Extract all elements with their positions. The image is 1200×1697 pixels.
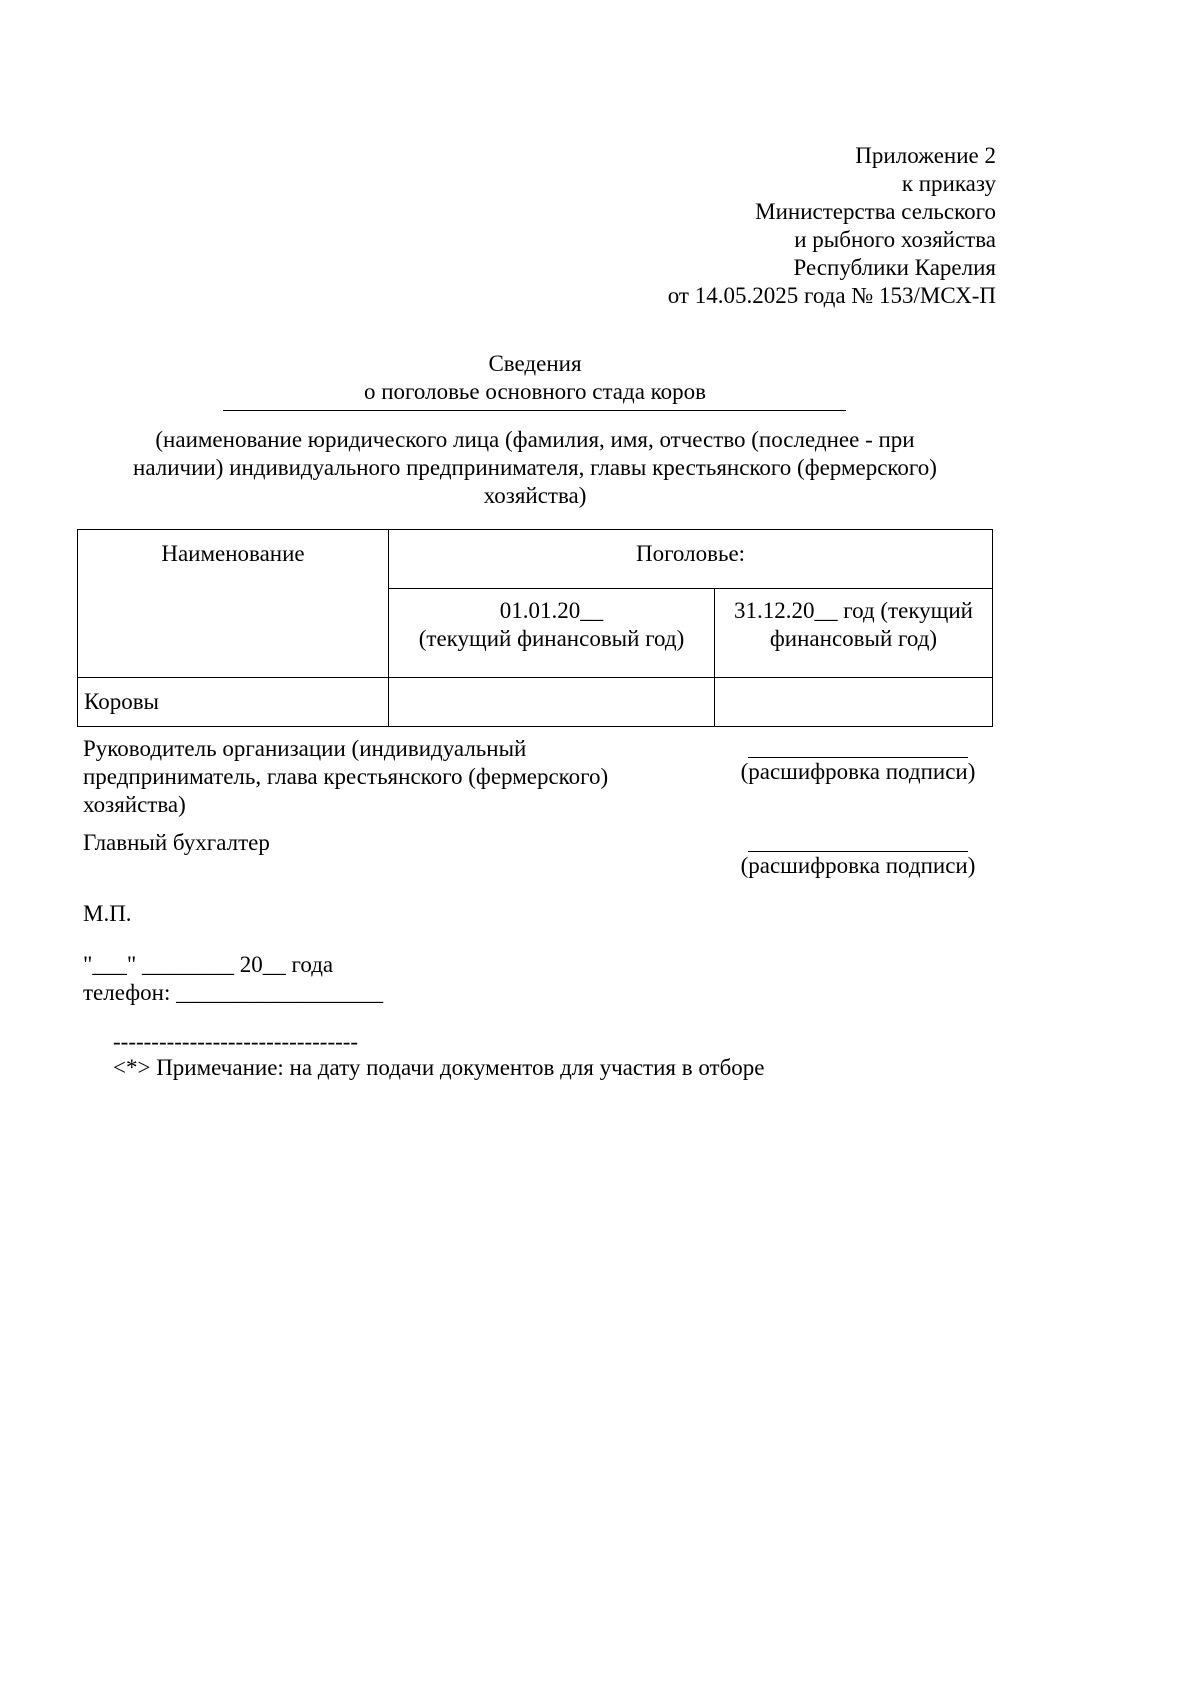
head-title-line: хозяйства)	[83, 792, 186, 817]
title-line-2: о поголовье основного стада коров	[363, 379, 707, 404]
approval-line: Приложение 2	[855, 143, 996, 168]
entity-name-blank-line[interactable]	[223, 410, 846, 411]
document-title	[305, 350, 765, 406]
date-start-note: (текущий финансовый год)	[418, 626, 685, 651]
head-title	[83, 735, 608, 819]
herd-table	[77, 529, 993, 727]
approval-line: Министерства сельского	[755, 199, 996, 224]
head-signature	[728, 735, 988, 786]
date-end-note: финансовый год)	[769, 626, 938, 651]
head-title-line: Руководитель организации (индивидуальный	[83, 736, 527, 761]
table-header-row	[78, 530, 993, 589]
title-line-1: Сведения	[488, 351, 582, 376]
seal-placeholder: М.П.	[83, 901, 132, 926]
date-end-label: 31.12.20__ год (текущий	[734, 598, 973, 623]
header-date-end-cell	[715, 589, 993, 678]
phone-line[interactable]: телефон: __________________	[83, 980, 384, 1005]
accountant-signature	[728, 829, 988, 880]
accountant-signature-line[interactable]	[748, 829, 968, 852]
header-name-label: Наименование	[161, 541, 305, 566]
row-label-cows: Коровы	[78, 678, 389, 727]
cows-end-value-cell[interactable]	[715, 678, 993, 727]
header-name-cell	[78, 530, 389, 678]
head-signature-line[interactable]	[748, 735, 968, 758]
caption-line: хозяйства)	[483, 483, 587, 508]
footnote-separator: --------------------------------	[113, 1029, 359, 1054]
header-herd-label: Поголовье:	[635, 541, 746, 566]
date-line[interactable]: "___" ________ 20__ года	[83, 952, 334, 977]
date-start-label: 01.01.20__	[499, 598, 604, 623]
approval-line: к приказу	[901, 171, 996, 196]
approval-line: Республики Карелия	[793, 255, 996, 280]
header-herd-cell	[389, 530, 993, 589]
head-signature-caption: (расшифровка подписи)	[740, 759, 976, 784]
head-title-line: предприниматель, глава крестьянского (фермерского)	[83, 764, 609, 789]
footnote: <*> Примечание: на дату подачи документов для участия в отборе	[113, 1055, 765, 1080]
caption-line: (наименование юридического лица (фамилия, имя, отчество (последнее - при	[155, 427, 915, 452]
approval-line: и рыбного хозяйства	[794, 227, 996, 252]
accountant-signature-caption: (расшифровка подписи)	[740, 853, 976, 878]
entity-name-caption	[70, 426, 1000, 510]
table-row	[78, 678, 993, 727]
accountant-title: Главный бухгалтер	[83, 830, 270, 855]
approval-header	[668, 142, 996, 310]
caption-line: наличии) индивидуального предпринимателя, главы крестьянского (фермерского)	[133, 455, 937, 480]
header-date-start-cell	[389, 589, 715, 678]
cows-start-value-cell[interactable]	[389, 678, 715, 727]
approval-line: от 14.05.2025 года № 153/МСХ-П	[667, 283, 996, 308]
